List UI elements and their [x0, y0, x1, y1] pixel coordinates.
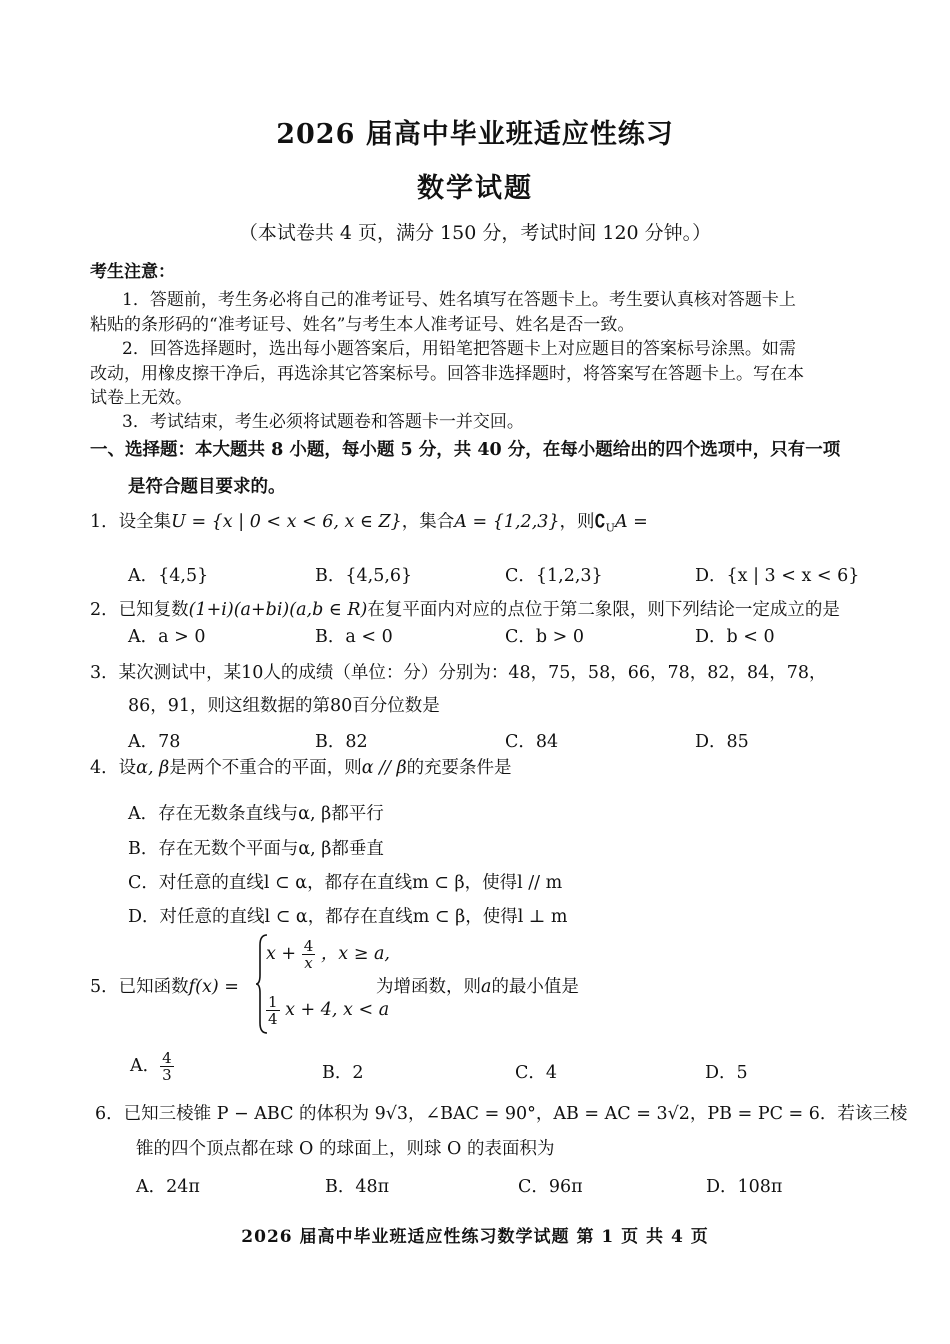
question-1-option-d: D．{x | 3 < x < 6} [695, 566, 860, 586]
question-4-option-a: A．存在无数条直线与α, β都平行 [128, 804, 384, 824]
question-2-option-d: D．b < 0 [695, 627, 775, 647]
question-6-option-b: B．48π [325, 1177, 390, 1197]
question-2-option-b: B．a < 0 [315, 627, 393, 647]
question-5-option-b: B．2 [322, 1063, 364, 1083]
question-4-stem: 4．设α, β是两个不重合的平面，则α // β的充要条件是 [90, 758, 512, 778]
notice-line: 试卷上无效。 [90, 388, 192, 408]
question-6-option-d: D．108π [706, 1177, 783, 1197]
notice-heading: 考生注意： [90, 262, 175, 282]
question-2-option-c: C．b > 0 [505, 627, 585, 647]
question-6-stem: 6．已知三棱锥 P − ABC 的体积为 9√3，∠BAC = 90°，AB = AC = 3√2，PB = PC = 6．若该三棱 [95, 1104, 908, 1124]
question-2-option-a: A．a > 0 [128, 627, 206, 647]
question-1-stem: 1．设全集U = {x | 0 < x < 6, x ∈ Z}，集合A = {1,2,3}，则$∁_UA$ = [90, 512, 648, 535]
question-1-option-b: B．{4,5,6} [315, 566, 413, 586]
question-3-stem: 3．某次测试中，某10人的成绩（单位：分）分别为：48，75，58，66，78，82，84，78， [90, 663, 827, 683]
exam-subject: 数学试题 [417, 173, 533, 204]
question-3-option-a: A．78 [128, 732, 181, 752]
question-4-option-d: D．对任意的直线l ⊂ α，都存在直线m ⊂ β，使得l ⊥ m [128, 907, 568, 927]
question-3-option-c: C．84 [505, 732, 559, 752]
question-5-option-c: C．4 [515, 1063, 558, 1083]
notice-line: 3．考试结束，考生必须将试题卷和答题卡一并交回。 [122, 412, 524, 432]
exam-title: 2026 届高中毕业班适应性练习 [276, 119, 674, 150]
question-5-option-a: A． $\frac{4}{3}$ [130, 1049, 172, 1084]
notice-line: 改动，用橡皮擦干净后，再选涂其它答案标号。回答非选择题时，将答案写在答题卡上。写在本 [90, 364, 804, 384]
question-3-stem-cont: 86，91，则这组数据的第80百分位数是 [128, 696, 440, 716]
question-1-option-c: C．{1,2,3} [505, 566, 603, 586]
piecewise-case-1: x + $\frac{4}{x}$ ，x ≥ a, [266, 937, 390, 972]
question-5-stem-b: 为增函数，则a的最小值是 [376, 977, 579, 997]
question-1-option-a: A．{4,5} [128, 566, 209, 586]
question-3-option-b: B．82 [315, 732, 368, 752]
section-heading-cont: 是符合题目要求的。 [128, 477, 286, 497]
question-5-stem-a: 5．已知函数f(x) = [90, 977, 239, 997]
question-6-option-c: C．96π [518, 1177, 583, 1197]
question-4-option-c: C．对任意的直线l ⊂ α，都存在直线m ⊂ β，使得l // m [128, 873, 563, 893]
question-3-option-d: D．85 [695, 732, 749, 752]
section-heading: 一、选择题：本大题共 8 小题，每小题 5 分，共 40 分，在每小题给出的四个选项中，只有一项 [90, 440, 841, 460]
piecewise-case-2: $\frac{1}{4}$ x + 4, x < a [268, 993, 390, 1028]
question-2-stem: 2．已知复数(1+i)(a+bi)(a,b ∈ R)在复平面内对应的点位于第二象限，则下列结论一定成立的是 [90, 600, 840, 620]
notice-line: 粘贴的条形码的“准考证号、姓名”与考生本人准考证号、姓名是否一致。 [90, 315, 635, 335]
page-footer: 2026 届高中毕业班适应性练习数学试题 第 1 页 共 4 页 [241, 1227, 709, 1247]
question-6-option-a: A．24π [136, 1177, 200, 1197]
notice-line: 2．回答选择题时，选出每小题答案后，用铅笔把答题卡上对应题目的答案标号涂黑。如需 [122, 339, 796, 359]
exam-info: （本试卷共 4 页，满分 150 分，考试时间 120 分钟。） [238, 222, 712, 244]
question-6-stem-cont: 锥的四个顶点都在球 O 的球面上，则球 O 的表面积为 [136, 1139, 555, 1159]
question-5-option-d: D．5 [705, 1063, 748, 1083]
question-4-option-b: B．存在无数个平面与α, β都垂直 [128, 839, 384, 859]
notice-line: 1．答题前，考生务必将自己的准考证号、姓名填写在答题卡上。考生要认真核对答题卡上 [122, 290, 796, 310]
